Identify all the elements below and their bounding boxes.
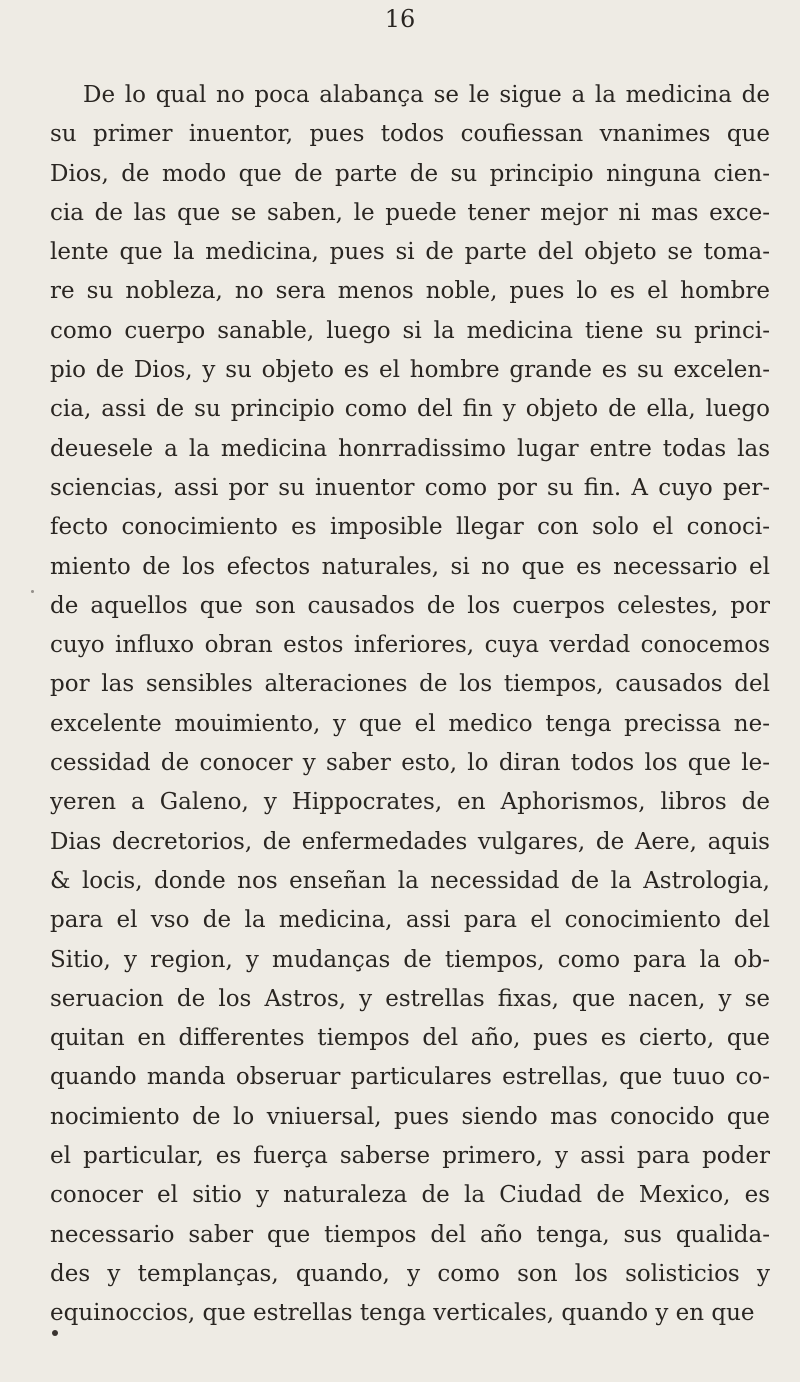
text-line: De lo qual no poca alabança se le sigue a la medicina de: [83, 82, 770, 108]
page-number: 16: [384, 5, 416, 33]
ink-speck: [31, 590, 34, 593]
text-line: cia de las que se saben, le puede tener mejor ni mas exce-: [50, 199, 770, 226]
text-line: miento de los efectos naturales, si no que es necessario el: [50, 553, 770, 580]
body-paragraph: [50, 76, 770, 1334]
text-line: seruacion de los Astros, y estrellas fixas, que nacen, y se: [50, 985, 770, 1012]
text-line: quitan en differentes tiempos del año, pues es cierto, que: [50, 1025, 770, 1052]
text-line: como cuerpo sanable, luego si la medicina tiene su princi-: [50, 317, 770, 344]
text-line: Sitio, y region, y mudanças de tiempos, como para la ob-: [50, 946, 770, 973]
text-line: sciencias, assi por su inuentor como por su fin. A cuyo per-: [50, 474, 770, 501]
ink-speck: [52, 1330, 58, 1336]
text-line: de aquellos que son causados de los cuerpos celestes, por: [50, 592, 770, 619]
text-line: cia, assi de su principio como del fin y objeto de ella, luego: [50, 396, 770, 423]
text-line: des y templanças, quando, y como son los solisticios y: [50, 1260, 770, 1287]
text-line: pio de Dios, y su objeto es el hombre grande es su excelen-: [50, 357, 770, 384]
text-line: Dias decretorios, de enfermedades vulgares, de Aere, aquis: [50, 828, 770, 855]
text-line: conocer el sitio y naturaleza de la Ciudad de Mexico, es: [50, 1182, 770, 1209]
text-line: yeren a Galeno, y Hippocrates, en Aphorismos, libros de: [50, 789, 770, 816]
text-line: necessario saber que tiempos del año tenga, sus qualida-: [50, 1221, 770, 1248]
text-line: fecto conocimiento es imposible llegar con solo el conoci-: [50, 514, 770, 541]
text-line: quando manda obseruar particulares estrellas, que tuuo co-: [50, 1064, 770, 1091]
text-line: por las sensibles alteraciones de los tiempos, causados del: [50, 671, 770, 698]
text-line: lente que la medicina, pues si de parte del objeto se toma-: [50, 239, 770, 266]
text-line: nocimiento de lo vniuersal, pues siendo mas conocido que: [50, 1103, 770, 1130]
text-line: excelente mouimiento, y que el medico tenga precissa ne-: [50, 710, 770, 737]
text-line: su primer inuentor, pues todos coufiessan vnanimes que: [50, 121, 770, 148]
text-line: equinoccios, que estrellas tenga verticales, quando y en que: [50, 1300, 755, 1327]
text-line: cuyo influxo obran estos inferiores, cuya verdad conocemos: [50, 632, 770, 659]
text-line: re su nobleza, no sera menos noble, pues lo es el hombre: [50, 278, 770, 305]
text-line: el particular, es fuerça saberse primero, y assi para poder: [50, 1143, 770, 1170]
text-line: para el vso de la medicina, assi para el conocimiento del: [50, 907, 770, 934]
text-line: & locis, donde nos enseñan la necessidad de la Astrologia,: [50, 867, 770, 894]
text-line: Dios, de modo que de parte de su principio ninguna cien-: [50, 160, 770, 187]
text-line: cessidad de conocer y saber esto, lo diran todos los que le-: [50, 750, 770, 777]
text-line: deuesele a la medicina honrradissimo lugar entre todas las: [50, 435, 770, 462]
